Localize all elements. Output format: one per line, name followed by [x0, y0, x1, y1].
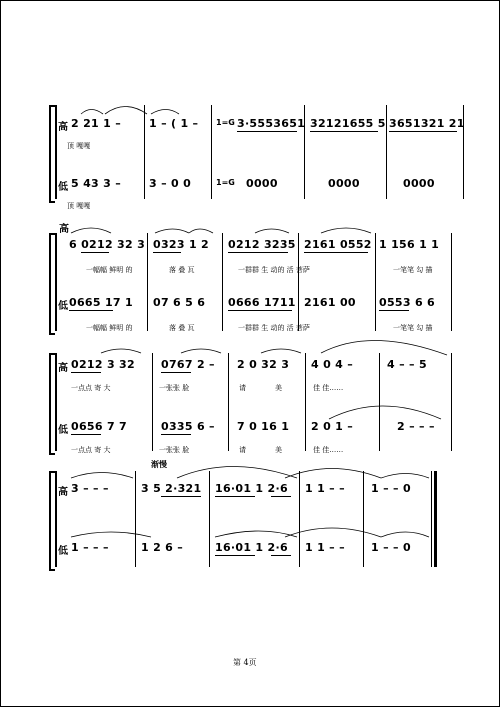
lyric-high: 佳 佳……	[313, 384, 344, 392]
lyric-low: 一点点 寄 大	[71, 446, 111, 454]
slur-marks	[1, 1, 500, 708]
slur	[321, 228, 371, 233]
slur	[381, 532, 429, 537]
notes-low-m4: 1 1 – –	[305, 541, 345, 554]
notes-high-m5: 4 – – 5	[387, 358, 427, 371]
barline	[386, 105, 387, 199]
page-number: 第 4页	[233, 658, 257, 667]
notes-high-m5: 1 156 1 1	[379, 238, 440, 251]
slur	[321, 340, 447, 355]
barline	[147, 233, 148, 331]
beam-line	[389, 131, 457, 132]
barline	[144, 105, 145, 199]
notes-low-m5: 0553 6 6	[379, 296, 435, 309]
notes-low-m4: 2 0 1 –	[311, 420, 354, 433]
slur	[81, 110, 103, 115]
notes-high-m4: 1 1 – –	[305, 482, 345, 495]
system-left-barline	[55, 353, 57, 451]
notes-low-m1: 0656 7 7	[71, 420, 127, 433]
slur	[71, 228, 111, 233]
notes-low-m3: 16·01 1 2·6	[215, 541, 288, 554]
lyric-low: 落 叠 瓦	[169, 324, 195, 332]
key-signature: 1=G	[216, 118, 235, 127]
barline	[211, 105, 212, 199]
barline	[298, 233, 299, 331]
notes-low-m2: 0335 6 –	[161, 420, 215, 433]
barline	[152, 353, 153, 451]
notes-low-m5: 1 – – 0	[371, 541, 411, 554]
beam-line	[379, 310, 409, 311]
lyric-high: 一点点 寄 大	[71, 384, 111, 392]
barline	[299, 471, 300, 567]
notes-high-m4: 2161 0552	[304, 238, 372, 251]
beam-line	[228, 252, 288, 253]
notes-high-m2: 0767 2 –	[161, 358, 215, 371]
lyric-low: 一幅幅 鲜明 的	[86, 324, 133, 332]
beam-line	[304, 252, 368, 253]
slur	[151, 110, 179, 115]
barline	[379, 353, 380, 451]
part-label-high: 高	[58, 122, 68, 133]
lyric-low: 一群群 生 动的 活 菩萨	[238, 324, 310, 332]
lyric-low: 请	[239, 446, 246, 454]
slur	[155, 229, 189, 233]
system-left-barline	[55, 233, 57, 331]
notes-low-m3: 0666 1711	[228, 296, 296, 309]
notes-low-m2: 3 – 0 0	[149, 177, 192, 190]
slur	[189, 229, 213, 233]
lyric-high: 一群群 生 动的 活 菩萨	[238, 266, 310, 274]
slur	[261, 349, 301, 353]
part-label-high: 高	[58, 487, 68, 498]
notes-high-m5: 1 – – 0	[371, 482, 411, 495]
slur	[255, 229, 289, 233]
tempo-marking-rit: 渐慢	[151, 460, 167, 469]
slur	[215, 531, 297, 537]
slur	[71, 532, 151, 537]
beam-line	[215, 555, 255, 556]
barline	[135, 471, 136, 567]
beam-line	[215, 496, 255, 497]
barline	[451, 353, 452, 451]
lyric-high: 美	[275, 384, 282, 392]
notes-low-m4: 0000	[328, 177, 360, 190]
part-label-low: 低	[58, 182, 68, 193]
notes-low-m4: 2161 00	[304, 296, 356, 309]
notes-high-m3: 2 0 32 3	[237, 358, 290, 371]
notes-high-m3: 3·5553651	[237, 117, 306, 130]
notes-low-m3: 0000	[246, 177, 278, 190]
lyric-high: 一张张 脸	[159, 384, 190, 392]
slur	[101, 349, 141, 353]
slur	[181, 349, 221, 353]
lyric-low: 佳 佳……	[313, 446, 344, 454]
beam-line	[310, 131, 378, 132]
beam-line	[271, 496, 291, 497]
beam-line	[71, 372, 101, 373]
notes-high-m1: 6 0212 32 3	[69, 238, 146, 251]
beam-line	[237, 131, 297, 132]
part-label-low: 低	[58, 425, 68, 436]
notes-high-m2: 0323 1 2	[153, 238, 209, 251]
barline	[375, 233, 376, 331]
beam-line	[228, 310, 292, 311]
key-signature: 1=G	[216, 178, 235, 187]
notes-high-m1: 3 – – –	[71, 482, 109, 495]
final-barline-thick	[434, 471, 437, 567]
notes-low-m2: 1 2 6 –	[141, 541, 184, 554]
beam-line	[271, 555, 291, 556]
barline	[451, 233, 452, 331]
final-barline-thin	[431, 471, 432, 567]
notes-high-m3: 16·01 1 2·6	[215, 482, 288, 495]
barline	[209, 471, 210, 567]
beam-line	[71, 434, 101, 435]
lyric-low: 一笔笔 勾 描	[393, 324, 433, 332]
barline	[222, 233, 223, 331]
barline	[305, 353, 306, 451]
notes-low-m5: 2 – – –	[397, 420, 435, 433]
beam-line	[161, 496, 201, 497]
part-label-low: 低	[58, 546, 68, 557]
notes-high-m4: 32121655 5	[310, 117, 386, 130]
lyric-high: 请	[239, 384, 246, 392]
beam-line	[69, 310, 113, 311]
notes-high-m4: 4 0 4 –	[311, 358, 354, 371]
beam-line	[161, 372, 191, 373]
notes-low-m1: 1 – – –	[71, 541, 109, 554]
beam-line	[153, 252, 181, 253]
notes-high-m1: 0212 3 32	[71, 358, 135, 371]
slur	[329, 406, 441, 419]
lyric-high: 一幅幅 鲜明 的	[86, 266, 133, 274]
slur	[381, 474, 429, 479]
lyric-low: 美	[275, 446, 282, 454]
notes-low-m3: 7 0 16 1	[237, 420, 290, 433]
lyric-high: 落 叠 瓦	[169, 266, 195, 274]
slur	[177, 467, 297, 479]
barline	[363, 471, 364, 567]
notes-high-m1: 2 21 1 –	[71, 117, 122, 130]
lyric-low: 顶 嘎嘎	[67, 202, 91, 210]
notes-high-m2: 3 5 2·321	[141, 482, 202, 495]
part-label-low: 低	[58, 301, 68, 312]
barline	[228, 353, 229, 451]
notes-low-m5: 0000	[403, 177, 435, 190]
slur	[71, 473, 133, 479]
beam-line	[81, 252, 109, 253]
notes-low-m1: 0665 17 1	[69, 296, 133, 309]
beam-line	[161, 434, 191, 435]
notes-high-m3: 0212 3235	[228, 238, 296, 251]
part-label-high-above: 高	[59, 224, 69, 235]
system-left-barline	[55, 105, 57, 199]
lyric-low: 一张张 脸	[159, 446, 190, 454]
lyric-high: 顶 嘎嘎	[67, 142, 91, 150]
notes-low-m2: 07 6 5 6	[153, 296, 206, 309]
lyric-high: 一笔笔 勾 描	[393, 266, 433, 274]
notes-low-m1: 5 43 3 –	[71, 177, 122, 190]
system-left-barline	[55, 471, 57, 567]
notes-high-m5: 3651321 21	[389, 117, 465, 130]
notes-high-m2: 1 – ( 1 –	[149, 117, 199, 130]
slur	[105, 107, 147, 115]
part-label-high: 高	[58, 363, 68, 374]
